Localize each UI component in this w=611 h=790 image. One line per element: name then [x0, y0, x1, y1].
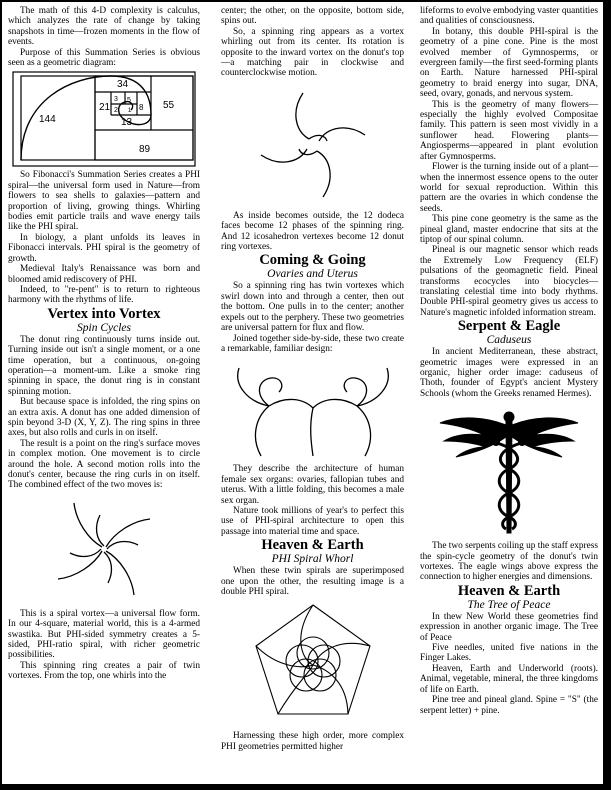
fib-label-89: 89 [139, 144, 151, 156]
paragraph: Five needles, united five nations in the Finger Lakes. [420, 643, 598, 664]
paragraph: So a spinning ring has twin vortexes which swirl down into and through a center, then out the bottom. One pulls in to the center; another expels out to the perphery. These two geometries are universal pattern for flux and flow. [221, 281, 404, 334]
paragraph: This is the geometry of many flowers—especially the highly evolved Compositae family. This pattern is seen most vividly in a sunflower head. Flowering plants—Angiosperms—appeared in plant evolution after Gymnosperms. [420, 99, 598, 162]
paragraph: In ancient Mediterranean, these abstract, geometric images were expressed in an organic, higher order image: caduseus of Thoth, founder of Egypt's ancient Mystery Schools (whom the Greeks renamed Hermes). [420, 347, 598, 399]
heading-coming-and-going: Coming & Going [259, 252, 366, 269]
heading-heaven-and-earth-2: Heaven & Earth [457, 582, 561, 599]
paragraph: Heaven, Earth and Underworld (roots). Animal, vegetable, mineral, the three kingdoms of life on Earth. [420, 663, 598, 695]
paragraph: The math of this 4-D complexity is calculus, which analyzes the rate of change by taking snapshots in time—frozen moments in the flow of events. [8, 6, 200, 48]
paragraph: Flower is the turning inside out of a plant—when the innermost essence opens to the outer world for sexual reproduction. Within this pattern are the ovaries in which condense the seeds. [420, 162, 598, 214]
paragraph: lifeforms to evolve embodying vaster quantities and qualities of consciousness. [420, 6, 598, 27]
paragraph: This is a spiral vortex—a universal flow form. In our 4-square, material world, this is a 4-armed swastika. But PHI-sided symmetry creates a 5-sided, PHI-ratio spiral, with richer geometric possibilities. [8, 608, 200, 661]
paragraph: Medieval Italy's Renaissance was born and bloomed amid rediscovery of PHI. [8, 264, 200, 285]
paragraph: center; the other, on the opposite, bottom side, spins out. [221, 6, 404, 27]
paragraph: Harnessing these high order, more complex PHI geometries permitted higher [221, 731, 404, 752]
paragraph: As inside becomes outside, the 12 dodeca faces become 12 phases of the spinning ring. And 12 icosahedron vertexes become 12 donut ring vortexes. [221, 210, 404, 253]
paragraph: So, a spinning ring appears as a vortex whirling out from its center. Its rotation is opposite to the inward vortex on the donut's top—a matching pair in clockwise and counterclockwise motion. [221, 26, 404, 79]
paragraph: Nature took millions of year's to perfect this use of PHI-spiral architecture to open this passage into material time and space. [221, 505, 404, 537]
fibonacci-rectangle-diagram [11, 70, 197, 168]
paragraph: Pineal is our magnetic sensor which reads the Extremely Low Frequency (ELF) pulsations of the geomagnetic field. Pineal transforms ecocycles into biocycles—translating celestial time into body rhythms. Double PHI-spiral geometry gives us access to Nature's magnetic infolded information stream. [420, 245, 598, 318]
paragraph: The donut ring continuously turns inside out. Turning inside out isn't a single moment, or a one time operation, but a continuous, on-going operation—a moment-um. Like a smoke ring spinning in space, the donut ring is in constant spinning motion. [8, 334, 200, 397]
fib-label-144: 144 [39, 114, 56, 126]
outward-vortex-figure [253, 81, 373, 209]
paragraph: This pine cone geometry is the same as the pineal gland, master endocrine that sits at the tiptop of our spinal column. [420, 214, 598, 245]
heading-vertex-into-vortex: Vertex into Vortex [47, 305, 161, 322]
fib-label-8: 8 [139, 103, 144, 113]
column-2 [221, 6, 404, 752]
subheading-phi-spiral-whorl: PHI Spiral Whorl [271, 553, 354, 566]
paragraph: But because space is infolded, the ring spins on an extra axis. A donut has one added dimension of spin beyond 3-D (X, Y, Z). The ring spins in three axes, but also rolls and curls in on itself. [8, 397, 200, 439]
paragraph: In botany, this double PHI-spiral is the geometry of a pine cone. Pine is the most evolved member of Gymnosperms, or evergreen family—the first seed-forming plants on Earth. Nature harnessed PHI-spiral geometry to braid energy into sugar, DNA, seed, ovary, gonads, and nervous system. [420, 26, 598, 100]
paragraph: This spinning ring creates a pair of twin vortexes. From the top, one whirls into the [8, 660, 200, 682]
paragraph: They describe the architecture of human female sex organs: ovaries, fallopian tubes and uterus. With a little folding, this becomes a male sex organ. [221, 464, 404, 506]
twin-vortex-figure [225, 356, 401, 462]
document-page [2, 2, 603, 784]
paragraph: When these twin spirals are superimposed one upon the other, the resulting image is a double PHI spiral. [221, 566, 404, 597]
fib-label-2: 2 [114, 107, 118, 115]
paragraph: Joined together side-by-side, these two create a remarkable, familiar design: [221, 333, 404, 354]
paragraph: The two serpents coiling up the staff express the spin-cycle geometry of the donut's twin vortexes. The eagle wings above express the connection to higher energies and dimensions. [420, 541, 598, 583]
fib-label-34: 34 [117, 79, 129, 91]
subheading-spin-cycles: Spin Cycles [77, 321, 131, 334]
column-1 [8, 6, 200, 682]
four-arm-spiral-vortex-figure [49, 495, 159, 603]
heading-serpent-and-eagle: Serpent & Eagle [457, 318, 561, 335]
paragraph: So Fibonacci's Summation Series creates a PHI spiral—the universal form used in Nature—from flowers to sea shells to galaxies—pattern and proportion of living, growing things. Whirling bodies emit particle trails and wave energy tails like the PHI spiral. [8, 170, 200, 233]
paragraph: The result is a point on the ring's surface moves in complex motion. One movement is to circle around the hole. A second motion rolls into the donut's center, because the ring curls in on itself. The combined effect of the two moves is: [8, 438, 200, 491]
fib-label-55: 55 [163, 100, 175, 112]
double-phi-spiral-figure [233, 599, 393, 729]
subheading-caduseus: Caduseus [486, 334, 532, 347]
fib-label-21: 21 [99, 102, 111, 114]
fib-label-1: 1 [128, 108, 132, 115]
column-3 [420, 6, 598, 716]
paragraph: Pine tree and pineal gland. Spine = "S" (the serpent letter) + pine. [420, 695, 598, 716]
paragraph: In thew New World these geometries find expression in another organic image. The Tree of Peace [420, 611, 598, 643]
fib-label-3: 3 [114, 96, 118, 104]
subheading-tree-of-peace: The Tree of Peace [467, 598, 551, 611]
fib-label-13: 13 [121, 117, 133, 129]
caduceus-icon [434, 403, 584, 537]
fib-label-5: 5 [127, 97, 131, 105]
paragraph: Purpose of this Summation Series is obvious seen as a geometric diagram: [8, 47, 200, 69]
subheading-ovaries-and-uterus: Ovaries and Uterus [267, 268, 358, 281]
paragraph: In biology, a plant unfolds its leaves in Fibonacci intervals. PHI spiral is the geometry of growth. [8, 232, 200, 264]
paragraph: Indeed, to "re-pent" is to return to righteous harmony with the rhythms of life. [8, 284, 200, 306]
heading-heaven-and-earth: Heaven & Earth [261, 537, 364, 554]
